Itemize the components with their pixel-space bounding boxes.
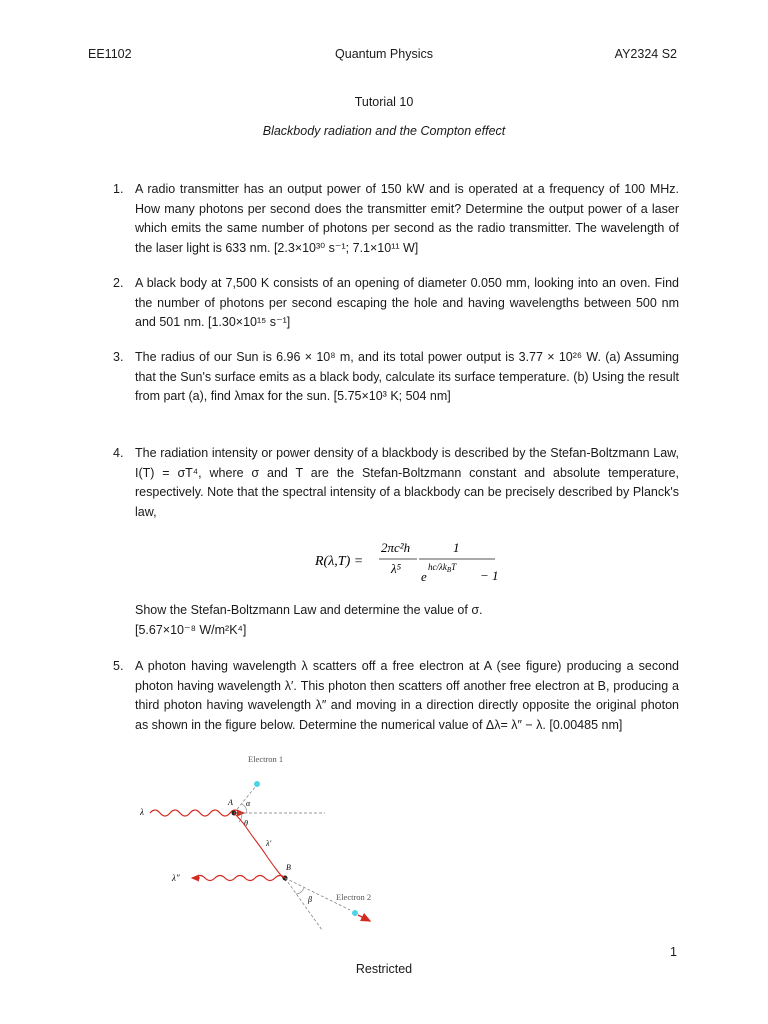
question-4	[113, 444, 679, 522]
question-3	[113, 348, 679, 407]
question-2	[113, 274, 679, 333]
formula-minus-one: − 1	[480, 568, 499, 583]
page-number: 1	[670, 945, 677, 959]
formula-numerator: 2πc²h	[381, 540, 411, 555]
compton-figure	[130, 748, 390, 933]
formula-lambda5: λ⁵	[391, 561, 402, 576]
term: AY2324 S2	[614, 47, 677, 61]
electron-2	[352, 910, 358, 916]
point-a-label: A	[228, 798, 233, 807]
electron2-label: Electron 2	[336, 892, 372, 902]
incident-photon	[150, 810, 240, 816]
reference-line-b	[285, 878, 322, 930]
alpha-label: α	[246, 799, 251, 808]
formula-exp: e	[421, 569, 427, 584]
electron1-path	[234, 786, 256, 813]
beta-arc	[296, 888, 304, 894]
question-number: 4.	[113, 446, 124, 460]
electron-1	[254, 781, 260, 787]
question-4-continued	[113, 601, 679, 640]
course-name: Quantum Physics	[335, 47, 433, 61]
footer-label: Restricted	[355, 962, 413, 976]
tutorial-title: Tutorial 10	[354, 95, 414, 109]
point-b-label: B	[286, 863, 291, 872]
question-text: A radio transmitter has an output power of 150 kW and is operated at a frequency of 100 MHz. How many photons per second does the transmitter emit? Determine the output power of a laser which emits the same number of photons per second as the radio transmitter. The wavelength of the laser light is 633 nm. [2.3×10³⁰ s⁻¹; 7.1×10¹¹ W]	[135, 182, 679, 255]
question-1	[113, 180, 679, 258]
question-number: 3.	[113, 350, 124, 364]
planck-formula	[315, 532, 515, 592]
question-text-after: Show the Stefan-Boltzmann Law and determine the value of σ.	[135, 603, 483, 617]
lambda-double-prime-label: λ″	[172, 873, 180, 883]
lambda-label: λ	[140, 807, 144, 817]
formula-lhs: R(λ,T) =	[315, 554, 364, 569]
electron2-arrow	[358, 915, 370, 921]
question-number: 2.	[113, 276, 124, 290]
electron1-label: Electron 1	[248, 754, 284, 764]
question-text: The radiation intensity or power density of a blackbody is described by the Stefan-Boltzmann Law, I(T) = σT⁴, where σ and T are the Stefan-Boltzmann constant and absolute temperature, respectively. Note that the spectral intensity of a blackbody can be precisely described by Planck's law,	[135, 446, 679, 519]
question-text: A black body at 7,500 K consists of an opening of diameter 0.050 mm, looking into an oven. Find the number of photons per second escaping the hole and having wavelengths between 500 nm and 501 nm. [1.30×10¹⁵ s⁻¹]	[135, 276, 679, 329]
beta-label: β	[308, 895, 312, 904]
course-code: EE1102	[88, 47, 132, 61]
formula-exponent: $hc/\lambda k_BT$	[428, 562, 457, 574]
scattered-photon	[234, 813, 286, 881]
final-photon	[195, 876, 285, 881]
question-answer: [5.67×10⁻⁸ W/m²K⁴]	[135, 622, 247, 637]
question-5	[113, 657, 679, 735]
question-text: A photon having wavelength λ scatters off a free electron at A (see figure) producing a second photon having wavelength λ′. This photon then scatters off another free electron at B, producing a third photon having wavelength λ″ and moving in a direction directly opposite the original photon as shown in the figure below. Determine the numerical value of Δλ= λ″ − λ. [0.00485 nm]	[135, 659, 679, 732]
formula-one: 1	[453, 540, 460, 555]
tutorial-subtitle: Blackbody radiation and the Compton effect	[262, 124, 506, 138]
question-number: 1.	[113, 182, 124, 196]
theta-label: θ	[244, 819, 248, 828]
lambda-prime-label: λ′	[266, 839, 272, 848]
question-number: 5.	[113, 659, 124, 673]
question-text: The radius of our Sun is 6.96 × 10⁸ m, and its total power output is 3.77 × 10²⁶ W. (a) Assuming that the Sun's surface emits as a black body, calculate its surface temperature. (b) Using the result from part (a), find λmax for the sun. [5.75×10³ K; 504 nm]	[135, 350, 679, 403]
